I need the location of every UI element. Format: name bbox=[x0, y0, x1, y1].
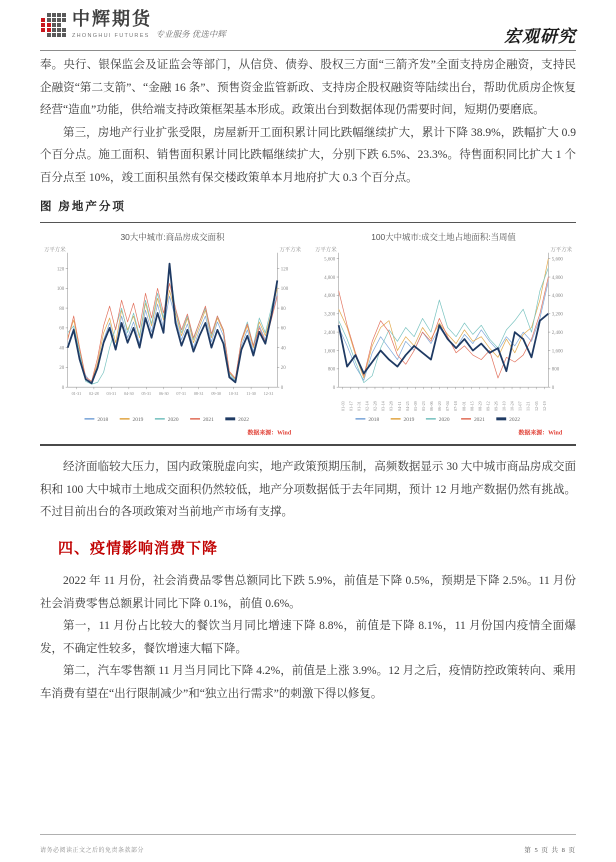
svg-text:5,600: 5,600 bbox=[551, 256, 563, 262]
svg-text:2018: 2018 bbox=[97, 416, 109, 423]
svg-text:1,600: 1,600 bbox=[324, 348, 336, 354]
svg-text:06-20: 06-20 bbox=[437, 400, 443, 411]
page-footer bbox=[40, 834, 576, 854]
svg-text:07-04: 07-04 bbox=[445, 400, 451, 411]
chart-30-cities-housing-svg bbox=[40, 229, 305, 439]
zhonghui-logo-icon bbox=[40, 12, 66, 38]
svg-text:11-30: 11-30 bbox=[246, 390, 256, 396]
svg-text:800: 800 bbox=[551, 367, 560, 373]
company-logo bbox=[40, 10, 226, 40]
svg-text:2020: 2020 bbox=[438, 416, 450, 423]
svg-text:01-17: 01-17 bbox=[348, 400, 354, 411]
svg-text:100大中城市:成交土地占地面积:当周值: 100大中城市:成交土地占地面积:当周值 bbox=[371, 231, 516, 242]
svg-text:12-19: 12-19 bbox=[541, 400, 547, 411]
svg-text:07-18: 07-18 bbox=[453, 400, 459, 411]
svg-text:12-31: 12-31 bbox=[263, 390, 274, 396]
svg-text:20: 20 bbox=[59, 365, 65, 371]
svg-text:11-07: 11-07 bbox=[517, 400, 523, 411]
svg-text:04-25: 04-25 bbox=[404, 400, 410, 411]
svg-text:100: 100 bbox=[56, 286, 65, 292]
svg-text:0: 0 bbox=[61, 385, 65, 391]
svg-text:10-10: 10-10 bbox=[501, 400, 507, 411]
svg-text:06-06: 06-06 bbox=[429, 400, 435, 411]
svg-text:数据来源：Wind: 数据来源：Wind bbox=[518, 430, 563, 437]
chart-100-cities-land bbox=[311, 229, 576, 439]
paragraph-real-estate-data: 第三，房地产行业扩张受限，房屋新开工面积累计同比跌幅继续扩大，累计下降 38.9%，跌幅扩大 0.9 个百分点。施工面积、销售面积累计同比跌幅继续扩大，分别下跌 6.5%、23.3%。待售面积同比扩大 1 个百分点至 10%，竣工面积虽然有保交楼政策单本月地府扩大 0.3 个百分点。 bbox=[40, 126, 576, 184]
svg-text:800: 800 bbox=[327, 367, 336, 373]
svg-text:03-28: 03-28 bbox=[388, 400, 394, 411]
paragraph-catering: 第一，11 月份占比较大的餐饮当月同比增速下降 8.8%，前值是下降 8.1%，11 月份国内疫情全面爆发，不确定性较多，餐饮增速大幅下降。 bbox=[40, 620, 576, 655]
svg-text:05-31: 05-31 bbox=[141, 390, 152, 396]
svg-text:09-26: 09-26 bbox=[493, 400, 499, 411]
svg-text:80: 80 bbox=[280, 306, 286, 312]
logo-company-name-en: ZHONGHUI FUTURES bbox=[72, 33, 150, 39]
svg-text:万平方米: 万平方米 bbox=[279, 247, 302, 254]
report-type-label: 宏观研究 bbox=[504, 27, 576, 46]
report-body bbox=[40, 54, 576, 705]
svg-text:09-30: 09-30 bbox=[211, 390, 222, 396]
svg-text:4,800: 4,800 bbox=[324, 275, 336, 281]
figure-charts-row bbox=[40, 223, 576, 445]
svg-text:80: 80 bbox=[59, 306, 65, 312]
svg-text:08-15: 08-15 bbox=[469, 400, 475, 411]
svg-text:07-31: 07-31 bbox=[176, 390, 187, 396]
svg-text:2021: 2021 bbox=[473, 416, 485, 423]
svg-text:40: 40 bbox=[59, 345, 65, 351]
page-header bbox=[40, 10, 576, 51]
chart-30-cities-housing bbox=[40, 229, 305, 439]
svg-text:120: 120 bbox=[56, 266, 65, 272]
svg-text:2022: 2022 bbox=[238, 416, 249, 423]
svg-text:01-31: 01-31 bbox=[71, 390, 82, 396]
svg-text:09-12: 09-12 bbox=[485, 400, 491, 411]
section-heading-consumption: 四、疫情影响消费下降 bbox=[58, 539, 219, 557]
svg-text:2019: 2019 bbox=[403, 416, 415, 423]
svg-text:10-31: 10-31 bbox=[228, 390, 239, 396]
paragraph-retail-sales: 2022 年 11 月份，社会消费品零售总额同比下跌 5.9%，前值是下降 0.5%，预期是下降 2.5%。11 月份社会消费零售总额累计同比下降 0.1%，前值 0.6%。 bbox=[40, 575, 576, 610]
svg-text:12-05: 12-05 bbox=[533, 400, 539, 411]
svg-text:03-31: 03-31 bbox=[106, 390, 117, 396]
svg-text:01-03: 01-03 bbox=[340, 400, 346, 411]
svg-text:05-23: 05-23 bbox=[420, 400, 426, 411]
svg-text:万平方米: 万平方米 bbox=[314, 247, 337, 254]
logo-company-name: 中辉期货 bbox=[72, 9, 152, 29]
paragraph-auto-sales: 第二，汽车零售额 11 月当月同比下降 4.2%，前值是上涨 3.9%。12 月之后，疫情防控政策转向、乘用车消费有望在“出行限制减少”和“独立出行需求”的刺激下得以修复。 bbox=[40, 665, 576, 700]
svg-text:05-09: 05-09 bbox=[412, 400, 418, 411]
svg-text:120: 120 bbox=[280, 266, 289, 272]
svg-text:30大中城市:商品房成交面积: 30大中城市:商品房成交面积 bbox=[120, 231, 225, 242]
svg-text:0: 0 bbox=[332, 385, 336, 391]
svg-text:2020: 2020 bbox=[167, 416, 179, 423]
svg-text:08-01: 08-01 bbox=[461, 400, 467, 411]
svg-text:万平方米: 万平方米 bbox=[550, 247, 573, 254]
paragraph-policy-support: 奉。央行、银保监会及证监会等部门，从信贷、债券、股权三方面“三箭齐发”全面支持房企融资，支持民企融资“第二支箭”、“金融 16 条”、预售资金监管新政、支持房企股权融资等陆续出台，帮助优质房企恢复经营“造血”功能，供给端支持政策框架基本形成。政策出台到数据体现仍需要时间，短期仍要磨底。 bbox=[40, 59, 576, 116]
svg-text:0: 0 bbox=[551, 385, 555, 391]
svg-text:60: 60 bbox=[59, 326, 65, 332]
svg-text:08-29: 08-29 bbox=[477, 400, 483, 411]
svg-text:2,400: 2,400 bbox=[324, 330, 336, 336]
svg-text:08-31: 08-31 bbox=[193, 390, 204, 396]
svg-text:20: 20 bbox=[280, 365, 286, 371]
svg-text:10-24: 10-24 bbox=[509, 400, 515, 411]
svg-text:0: 0 bbox=[280, 385, 284, 391]
figure-caption: 图 房地产分项 bbox=[40, 196, 576, 223]
svg-text:2021: 2021 bbox=[202, 416, 214, 423]
svg-text:4,000: 4,000 bbox=[551, 293, 563, 299]
svg-text:5,600: 5,600 bbox=[324, 256, 336, 262]
svg-text:3,200: 3,200 bbox=[324, 312, 336, 318]
svg-text:04-30: 04-30 bbox=[123, 390, 134, 396]
logo-tagline: 专业服务 优选中辉 bbox=[155, 29, 226, 39]
svg-text:02-28: 02-28 bbox=[89, 390, 99, 396]
chart-100-cities-land-svg bbox=[311, 229, 576, 439]
svg-text:02-28: 02-28 bbox=[372, 400, 378, 411]
logo-text bbox=[72, 10, 226, 40]
svg-text:06-30: 06-30 bbox=[158, 390, 169, 396]
svg-text:2022: 2022 bbox=[509, 416, 520, 423]
svg-text:11-21: 11-21 bbox=[525, 400, 531, 411]
svg-text:1,600: 1,600 bbox=[551, 348, 563, 354]
svg-text:40: 40 bbox=[280, 345, 286, 351]
svg-text:04-11: 04-11 bbox=[396, 400, 402, 411]
paragraph-outlook: 经济面临较大压力，国内政策脱虚向实，地产政策预期压制，高频数据显示 30 大中城市商品房成交面积和 100 大中城市土地成交面积仍然较低，地产分项数据低于去年同期，预计 12 月地产数据仍然有挑战。不过目前出台的各项政策对当前地产市场有支撑。 bbox=[40, 461, 576, 519]
svg-text:2019: 2019 bbox=[132, 416, 144, 423]
figure-real-estate bbox=[40, 196, 576, 446]
svg-text:2018: 2018 bbox=[368, 416, 380, 423]
svg-text:4,800: 4,800 bbox=[551, 275, 563, 281]
footer-page-number: 第 5 页 共 8 页 bbox=[524, 847, 576, 854]
svg-text:4,000: 4,000 bbox=[324, 293, 336, 299]
footer-disclaimer: 请务必阅读正文之后的免责条款部分 bbox=[40, 848, 145, 854]
svg-text:60: 60 bbox=[280, 326, 286, 332]
svg-text:100: 100 bbox=[280, 286, 289, 292]
svg-text:2,400: 2,400 bbox=[551, 330, 563, 336]
svg-text:数据来源：Wind: 数据来源：Wind bbox=[247, 430, 292, 437]
svg-text:02-14: 02-14 bbox=[364, 400, 370, 411]
svg-text:03-14: 03-14 bbox=[380, 400, 386, 411]
svg-text:3,200: 3,200 bbox=[551, 312, 563, 318]
svg-text:万平方米: 万平方米 bbox=[43, 247, 66, 254]
svg-text:01-31: 01-31 bbox=[356, 400, 362, 411]
